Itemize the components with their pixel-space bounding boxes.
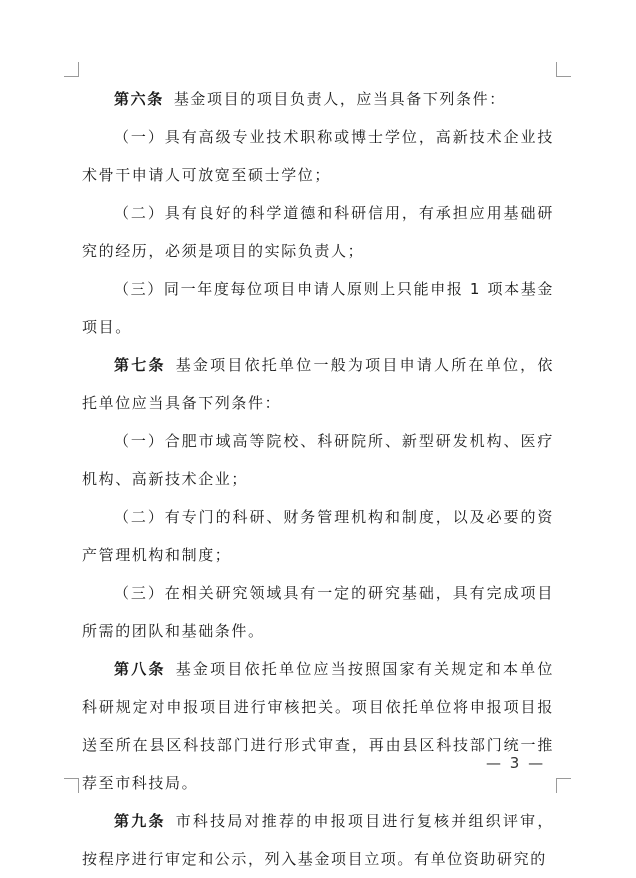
paragraph-text: （三）在相关研究领域具有一定的研究基础，具有完成项目所需的团队和基础条件。	[82, 584, 554, 640]
paragraph	[82, 270, 554, 346]
paragraph-text: 基金项目依托单位应当按照国家有关规定和本单位科研规定对申报项目进行审核把关。项目依托单位将申报项目报送至所在县区科技部门进行形式审查，再由县区科技部门统一推荐至市科技局。	[82, 660, 555, 792]
paragraph-text: （三）同一年度每位项目申请人原则上只能申报 1 项本基金项目。	[82, 280, 554, 336]
paragraph-text: （一）具有高级专业技术职称或博士学位，高新技术企业技术骨干申请人可放宽至硕士学位；	[82, 128, 554, 184]
paragraph-text: 市科技局对推荐的申报项目进行复核并组织评审，按程序进行审定和公示，列入基金项目立项。有单位资助研究的	[82, 812, 555, 868]
crop-mark-top-left	[64, 62, 79, 77]
article-label: 第七条	[114, 356, 166, 374]
paragraph-text: （一）合肥市域高等院校、科研院所、新型研发机构、医疗机构、高新技术企业；	[82, 432, 554, 488]
paragraph	[82, 650, 554, 802]
article-label: 第九条	[114, 812, 166, 830]
paragraph	[82, 422, 554, 498]
page-number: — 3 —	[486, 754, 546, 772]
crop-mark-bottom-right	[556, 778, 571, 793]
paragraph-text: （二）具有良好的科学道德和科研信用，有承担应用基础研究的经历，必须是项目的实际负责人；	[82, 204, 554, 260]
paragraph-text: 基金项目的项目负责人，应当具备下列条件：	[173, 90, 506, 108]
paragraph	[82, 574, 554, 650]
paragraph	[82, 194, 554, 270]
paragraph-text: 基金项目依托单位一般为项目申请人所在单位，依托单位应当具备下列条件：	[82, 356, 555, 412]
article-label: 第八条	[114, 660, 166, 678]
crop-mark-top-right	[556, 62, 571, 77]
article-label: 第六条	[114, 90, 164, 108]
document-body	[82, 80, 554, 878]
paragraph	[82, 118, 554, 194]
paragraph	[82, 80, 554, 118]
paragraph-text: （二）有专门的科研、财务管理机构和制度，以及必要的资产管理机构和制度；	[82, 508, 554, 564]
crop-mark-bottom-left	[64, 778, 79, 793]
paragraph	[82, 498, 554, 574]
paragraph	[82, 802, 554, 878]
paragraph	[82, 346, 554, 422]
